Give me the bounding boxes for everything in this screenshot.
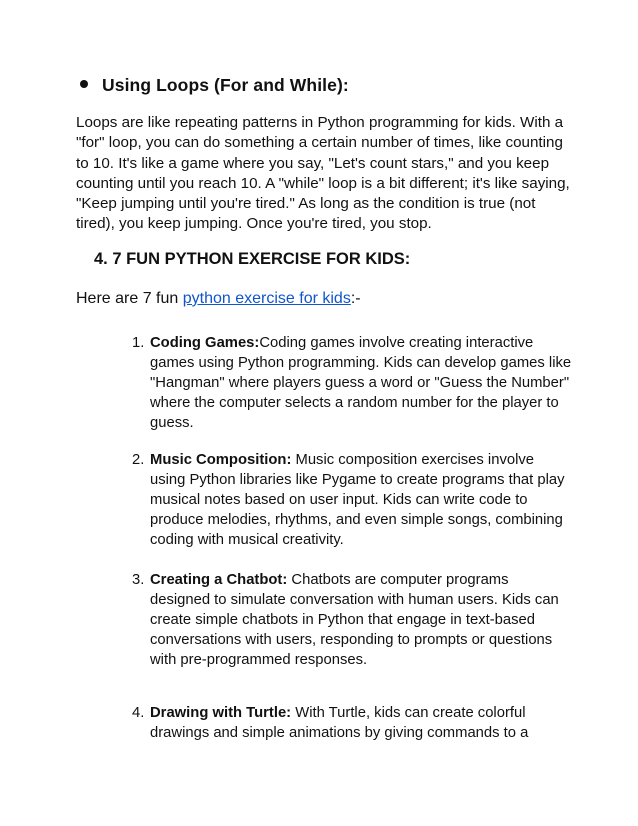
exercise-text: With Turtle, kids can create colorful drawings and simple animations by giving commands to a xyxy=(150,705,529,741)
exercise-body xyxy=(150,450,572,550)
python-exercise-link[interactable]: python exercise for kids xyxy=(182,290,351,307)
exercise-text: Chatbots are computer programs designed to simulate conversation with human users. Kids can create simple chatbots in Python that engage in text-based conversations with users, responding to prompts or questions with pre-programmed responses. xyxy=(150,572,559,668)
exercise-body xyxy=(150,703,572,743)
exercise-title: Coding Games: xyxy=(150,335,260,351)
loops-paragraph: Loops are like repeating patterns in Python programming for kids. With a "for" loop, you can do something a certain number of times, like counting to 10. It's like a game where you say, "Let's count stars," and you keep counting until you reach 10. A "while" loop is a bit different; it's like saying, "Keep jumping until you're tired." As long as the condition is true (not tired), you keep jumping. Once you're tired, you stop. xyxy=(76,114,570,233)
exercise-title: Drawing with Turtle: xyxy=(150,705,292,721)
bullet-icon xyxy=(80,80,88,88)
exercise-title: Music Composition: xyxy=(150,452,292,468)
exercise-item-creating-chatbot xyxy=(132,570,572,670)
exercise-item-drawing-turtle xyxy=(132,703,572,743)
section-heading: 4. 7 FUN PYTHON EXERCISE FOR KIDS: xyxy=(94,250,411,268)
exercise-text: Music composition exercises involve using Python libraries like Pygame to create programs that play musical notes based on user input. Kids can write code to produce melodies, rhythms, and even simple songs, combining coding with musical creativity. xyxy=(150,452,565,548)
exercise-title: Creating a Chatbot: xyxy=(150,572,288,588)
loops-heading-text: Using Loops (For and While): xyxy=(102,75,349,95)
exercise-number: 2. xyxy=(132,452,145,468)
exercise-text: Coding games involve creating interactive games using Python programming. Kids can develop games like "Hangman" where players guess a word or "Guess the Number" where the computer selects a random number for the player to guess. xyxy=(150,335,572,431)
exercise-number: 4. xyxy=(132,705,145,721)
exercise-item-coding-games xyxy=(132,333,572,433)
exercise-item-music-composition xyxy=(132,450,572,550)
loops-heading xyxy=(80,75,349,96)
exercise-number: 1. xyxy=(132,335,145,351)
intro-suffix: :- xyxy=(350,290,361,307)
exercise-body xyxy=(150,333,572,433)
intro-prefix: Here are 7 fun xyxy=(76,290,183,307)
intro-line xyxy=(76,290,361,308)
exercise-body xyxy=(150,570,572,670)
exercise-number: 3. xyxy=(132,572,145,588)
